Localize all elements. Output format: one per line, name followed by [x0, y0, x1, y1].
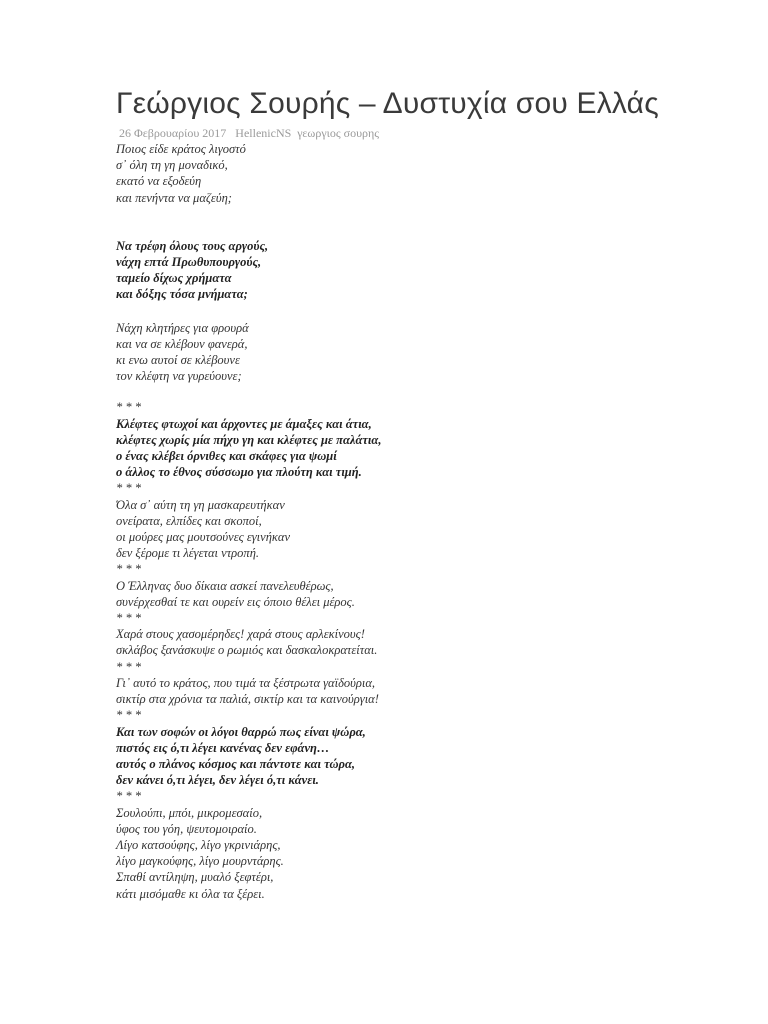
poem-line: πιστός εις ό,τι λέγει κανένας δεν εφάνη… — [116, 740, 330, 755]
poem-line: Όλα σ᾽ αύτη τη γη μασκαρευτήκαν — [116, 497, 285, 512]
poem-line: * * * — [116, 562, 141, 577]
poem-line: Ο Έλληνας δυο δίκαια ασκεί πανελευθέρως, — [116, 578, 334, 593]
stanza — [116, 416, 736, 481]
post-tag[interactable]: γεωργιος σουρης — [297, 126, 380, 140]
poem-line: και να σε κλέβουν φανερά, — [116, 336, 248, 351]
poem-line: κάτι μισόμαθε κι όλα τα ξέρει. — [116, 886, 265, 901]
stanza — [116, 238, 736, 303]
poem-line: Λίγο κατσούφης, λίγο γκρινιάρης, — [116, 837, 281, 852]
page-title: Γεώργιος Σουρής – Δυστυχία σου Ελλάς — [116, 87, 659, 120]
poem-line: εκατό να εξοδεύη — [116, 174, 202, 189]
post-date[interactable]: 26 Φεβρουαρίου 2017 — [119, 126, 227, 140]
poem-body — [116, 141, 736, 902]
poem-line: Σουλούπι, μπόι, μικρομεσαίο, — [116, 805, 263, 820]
poem-line: δεν κάνει ό,τι λέγει, δεν λέγει ό,τι κάνει. — [116, 773, 319, 788]
poem-line: Νάχη κλητήρες για φρουρά — [116, 320, 249, 335]
poem-line: συνέρχεσθαί τε και ουρείν εις όποιο θέλει μέρος. — [116, 594, 355, 609]
poem-line: και δόξης τόσα μνήματα; — [116, 287, 248, 302]
poem-line: * * * — [116, 481, 141, 496]
poem-line: αυτός ο πλάνος κόσμος και πάντοτε και τώρα, — [116, 756, 356, 771]
article — [116, 86, 736, 902]
stanza — [116, 724, 736, 789]
poem-line: ύφος του γόη, ψευτομοιραίο. — [116, 821, 257, 836]
poem-line: Σπαθί αντίληψη, μυαλό ξεφτέρι, — [116, 870, 274, 885]
stanza — [116, 141, 736, 206]
poem-line: τον κλέφτη να γυρεύουνε; — [116, 369, 242, 384]
poem-line: δεν ξέρομε τι λέγεται ντροπή. — [116, 546, 260, 561]
poem-line: σ᾽ όλη τη γη μοναδικό, — [116, 158, 228, 173]
stanza — [116, 788, 736, 901]
poem-line: * * * — [116, 611, 141, 626]
poem-line: * * * — [116, 789, 141, 804]
post-author[interactable]: HellenicNS — [235, 126, 292, 140]
poem-line: σκλάβος ξανάσκυψε ο ρωμιός και δασκαλοκρατείται. — [116, 643, 378, 658]
post-meta — [119, 126, 736, 140]
poem-line: ο ένας κλέβει όρνιθες και σκάφες για ψωμί — [116, 449, 337, 464]
poem-line: * * * — [116, 708, 141, 723]
poem-line: ταμείο δίχως χρήματα — [116, 271, 232, 286]
poem-line: Και των σοφών οι λόγοι θαρρώ πως είναι ψώρα, — [116, 724, 366, 739]
stanza — [116, 480, 736, 723]
poem-line: κι ενω αυτοί σε κλέβουνε — [116, 353, 240, 368]
stanza-separator — [116, 399, 736, 415]
poem-line: ο άλλος το έθνος σύσσωμο για πλούτη και τιμή. — [116, 465, 362, 480]
poem-line: Να τρέφη όλους τους αργούς, — [116, 238, 269, 253]
poem-line: ονείρατα, ελπίδες και σκοποί, — [116, 513, 262, 528]
poem-line: κλέφτες χωρίς μία πήχυ γη και κλέφτες με παλάτια, — [116, 432, 382, 447]
poem-line: και πενήντα να μαζεύη; — [116, 190, 232, 205]
poem-line: Γι᾽ αυτό το κράτος, που τιμά τα ξέστρωτα γαϊδούρια, — [116, 675, 376, 690]
poem-line: Ποιος είδε κράτος λιγοστό — [116, 142, 246, 156]
poem-line: σικτίρ στα χρόνια τα παλιά, σικτίρ και τα καινούργια! — [116, 692, 379, 707]
stanza — [116, 320, 736, 385]
poem-line: λίγο μαγκούφης, λίγο μουρντάρης. — [116, 854, 284, 869]
poem-line: * * * — [116, 400, 141, 415]
poem-line: νάχη επτά Πρωθυπουργούς, — [116, 255, 262, 270]
poem-line: * * * — [116, 659, 141, 674]
poem-line: Χαρά στους χασομέρηδες! χαρά στους αρλεκίνους! — [116, 627, 365, 642]
poem-line: Κλέφτες φτωχοί και άρχοντες με άμαξες και άτια, — [116, 416, 372, 431]
poem-line: οι μούρες μας μουτσούνες εγινήκαν — [116, 530, 291, 545]
